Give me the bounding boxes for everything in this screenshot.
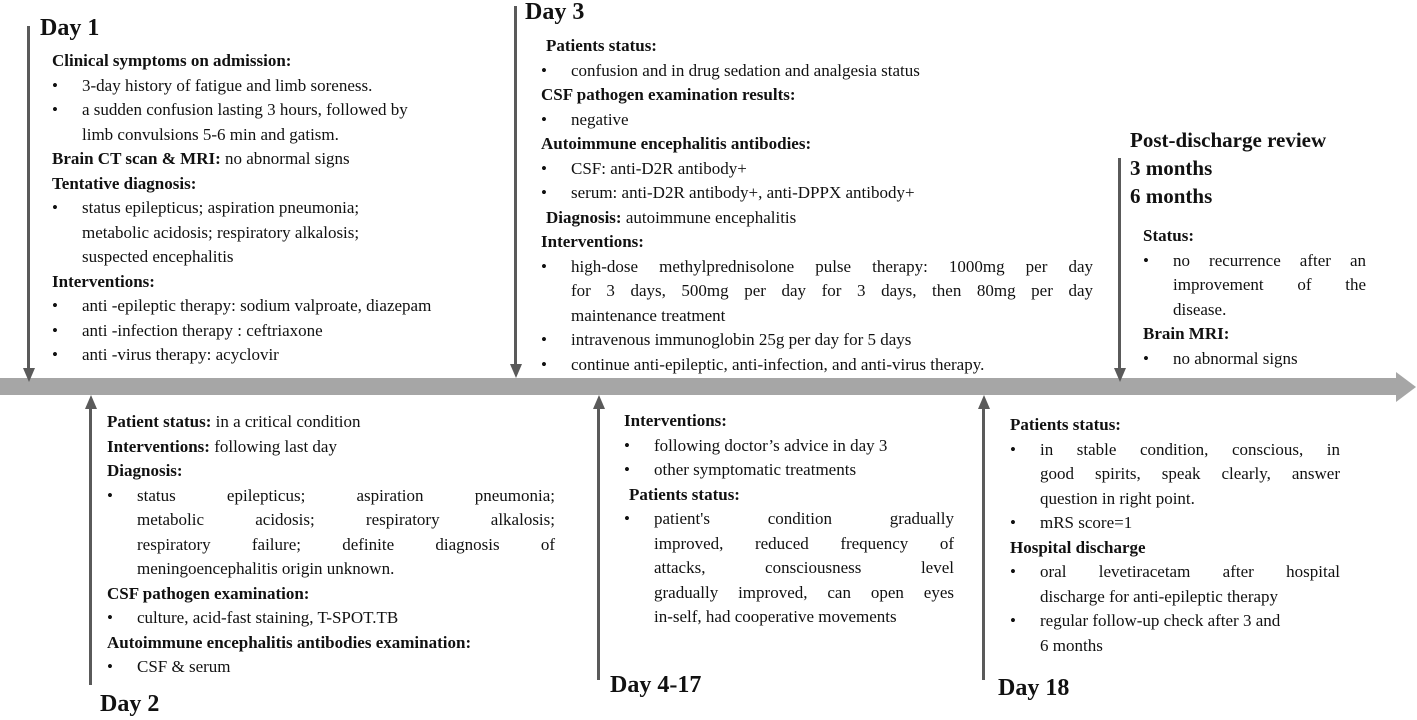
day1-ct-label: Brain CT scan & MRI:	[52, 149, 221, 168]
bullet: •	[541, 330, 547, 349]
day18-status-a: in stable condition, conscious, in	[1040, 439, 1340, 459]
day2-diagnosis-a: status epilepticus; aspiration pneumonia;	[137, 485, 555, 505]
day1-box	[52, 49, 522, 368]
bullet: •	[52, 198, 58, 217]
day3-intervention-1b: for 3 days, 500mg per day for 3 days, then 80mg per day	[571, 281, 1093, 300]
bullet: •	[541, 354, 547, 374]
post-status-a: no recurrence after an	[1173, 250, 1366, 270]
day18-label: Day 18	[998, 675, 1070, 701]
bullet: •	[107, 657, 113, 676]
list-item	[541, 157, 1093, 182]
day18-mrs: mRS score=1	[1040, 513, 1133, 532]
day3-auto-item-1: CSF: anti-D2R antibody+	[571, 158, 747, 178]
list-item	[1010, 438, 1340, 463]
list-item	[1010, 511, 1340, 536]
bullet: •	[541, 158, 547, 178]
bullet: •	[52, 296, 58, 315]
day1-tentative-heading: Tentative diagnosis:	[52, 173, 197, 193]
bullet: •	[52, 320, 58, 340]
post-title: Post-discharge review	[1130, 128, 1327, 152]
bullet: •	[52, 345, 58, 364]
day4-17-status-d: gradually improved, can open eyes	[654, 582, 954, 602]
post-6-months: 6 months	[1130, 184, 1213, 208]
day4-17-status-a: patient's condition gradually	[654, 509, 954, 528]
post-mri-item: no abnormal signs	[1173, 348, 1298, 368]
day1-intervention-3: anti -virus therapy: acyclovir	[82, 345, 279, 364]
day4-17-status-c: attacks, consciousness level	[654, 558, 954, 577]
day18-status-c: question in right point.	[1040, 488, 1195, 508]
list-item	[541, 108, 1093, 133]
day2-diagnosis-b: metabolic acidosis; respiratory alkalosis;	[137, 510, 555, 529]
day3-intervention-2: intravenous immunoglobin 25g per day for 5 days	[571, 330, 912, 349]
list-item	[107, 484, 555, 509]
day2-diagnosis-d: meningoencephalitis origin unknown.	[137, 559, 395, 578]
day1-tentative-b: metabolic acidosis; respiratory alkalosis;	[82, 222, 360, 242]
day2-csf-item: culture, acid-fast staining, T-SPOT.TB	[137, 608, 399, 627]
day3-intervention-1a: high-dose methylprednisolone pulse therapy: 1000mg per day	[571, 256, 1093, 276]
day3-auto-heading: Autoimmune encephalitis antibodies:	[541, 134, 812, 153]
list-item	[541, 328, 1093, 353]
day2-box	[107, 410, 555, 680]
list-item	[52, 343, 522, 368]
day2-status-line	[107, 410, 555, 435]
day3-status-item: confusion and in drug sedation and analgesia status	[571, 60, 920, 80]
day4-17-label: Day 4-17	[610, 672, 702, 698]
day1-symptom-2a: a sudden confusion lasting 3 hours, followed by	[82, 100, 408, 119]
day2-auto-heading: Autoimmune encephalitis antibodies examination:	[107, 632, 472, 652]
day2-status-label: Patient status:	[107, 412, 212, 431]
day3-auto-item-2: serum: anti-D2R antibody+, anti-DPPX antibody+	[571, 183, 915, 202]
day4-17-status-heading: Patients status:	[629, 484, 740, 504]
day2-arrow-line	[89, 405, 92, 685]
post-status-box	[1143, 224, 1366, 371]
list-item	[1010, 609, 1340, 634]
day4-17-interventions-heading: Interventions:	[624, 411, 727, 430]
day1-tentative-c: suspected encephalitis	[82, 247, 234, 266]
post-3-months: 3 months	[1130, 156, 1213, 180]
day18-discharge-1b: discharge for anti-epileptic therapy	[1040, 586, 1279, 606]
bullet: •	[52, 75, 58, 95]
day2-status-value: in a critical condition	[211, 412, 361, 431]
day1-ct-line	[52, 147, 522, 172]
list-item	[52, 98, 522, 123]
day1-ct-value: no abnormal signs	[220, 149, 350, 168]
post-status-b: improvement of the	[1173, 275, 1366, 294]
day2-diagnosis-heading: Diagnosis:	[107, 461, 183, 480]
day18-arrow-line	[982, 405, 985, 680]
list-item	[541, 255, 1093, 280]
day4-17-intervention-2: other symptomatic treatments	[654, 460, 857, 479]
list-item	[541, 353, 1093, 378]
list-item	[624, 434, 954, 459]
post-arrowhead	[1114, 368, 1126, 382]
day3-csf-heading: CSF pathogen examination results:	[541, 85, 796, 104]
day18-box	[1010, 413, 1340, 658]
list-item	[52, 294, 522, 319]
list-item	[541, 181, 1093, 206]
day1-arrowhead	[23, 368, 35, 382]
bullet: •	[107, 608, 113, 627]
post-status-c: disease.	[1173, 299, 1227, 319]
day3-csf-item: negative	[571, 109, 629, 129]
day18-status-b: good spirits, speak clearly, answer	[1040, 464, 1340, 483]
day18-discharge-heading: Hospital discharge	[1010, 537, 1146, 557]
day1-tentative-a: status epilepticus; aspiration pneumonia;	[82, 198, 360, 217]
day2-label: Day 2	[100, 691, 160, 717]
day2-interventions-line	[107, 435, 555, 460]
bullet: •	[1143, 348, 1149, 368]
post-mri-heading: Brain MRI:	[1143, 324, 1230, 343]
day3-intervention-1c: maintenance treatment	[571, 305, 726, 325]
list-item	[541, 59, 1093, 84]
day4-17-status-b: improved, reduced frequency of	[654, 533, 954, 553]
day3-label: Day 3	[525, 0, 585, 25]
bullet: •	[1010, 439, 1016, 459]
day18-discharge-2b: 6 months	[1040, 635, 1103, 655]
list-item	[624, 507, 954, 532]
list-item	[107, 655, 555, 680]
day1-arrow-line	[27, 26, 30, 372]
day18-status-heading: Patients status:	[1010, 415, 1121, 434]
bullet: •	[1010, 611, 1016, 630]
day1-symptom-2b: limb convulsions 5-6 min and gatism.	[82, 124, 339, 144]
bullet: •	[541, 256, 547, 276]
bullet: •	[624, 460, 630, 479]
day1-intervention-2: anti -infection therapy : ceftriaxone	[82, 320, 323, 340]
day4-17-box	[624, 409, 954, 630]
list-item	[624, 458, 954, 483]
day3-box	[541, 34, 1093, 377]
bullet: •	[541, 183, 547, 202]
day3-diagnosis-value: autoimmune encephalitis	[621, 207, 797, 227]
timeline-arrowhead	[1396, 372, 1416, 402]
post-status-heading: Status:	[1143, 226, 1195, 245]
post-arrow-line	[1118, 158, 1121, 368]
list-item	[52, 196, 522, 221]
day18-discharge-2a: regular follow-up check after 3 and	[1040, 611, 1281, 630]
day1-symptom-1: 3-day history of fatigue and limb soreness.	[82, 75, 373, 95]
bullet: •	[624, 509, 630, 528]
bullet: •	[541, 109, 547, 129]
bullet: •	[1143, 250, 1149, 270]
day2-diagnosis-c: respiratory failure; definite diagnosis of	[137, 534, 555, 554]
day2-interventions-value: following last day	[209, 436, 337, 456]
bullet: •	[107, 485, 113, 505]
day2-auto-item: CSF & serum	[137, 657, 231, 676]
day3-diagnosis-line	[541, 206, 1093, 231]
day4-17-status-e: in-self, had cooperative movements	[654, 607, 897, 626]
bullet: •	[1010, 562, 1016, 581]
list-item	[1143, 347, 1366, 372]
day2-csf-heading: CSF pathogen examination:	[107, 583, 310, 603]
day18-discharge-1a: oral levetiracetam after hospital	[1040, 562, 1340, 581]
post-discharge-box	[1130, 126, 1400, 210]
day3-interventions-heading: Interventions:	[541, 232, 644, 251]
list-item	[107, 606, 555, 631]
bullet: •	[1010, 513, 1016, 532]
day1-interventions-heading: Interventions:	[52, 271, 155, 291]
bullet: •	[624, 435, 630, 455]
day3-status-heading: Patients status:	[546, 36, 657, 55]
day3-diagnosis-label: Diagnosis:	[546, 207, 622, 227]
list-item	[1143, 249, 1366, 274]
day1-label: Day 1	[40, 15, 100, 41]
timeline-axis	[0, 378, 1400, 395]
list-item	[52, 319, 522, 344]
day4-17-arrow-line	[597, 405, 600, 680]
day4-17-intervention-1: following doctor’s advice in day 3	[654, 435, 888, 455]
day3-intervention-3: continue anti-epileptic, anti-infection, and anti-virus therapy.	[571, 354, 985, 374]
day1-symptoms-heading: Clinical symptoms on admission:	[52, 51, 292, 70]
bullet: •	[541, 60, 547, 80]
list-item	[1010, 560, 1340, 585]
bullet: •	[52, 100, 58, 119]
list-item	[52, 74, 522, 99]
day2-interventions-label: Interventions:	[107, 436, 210, 456]
day1-intervention-1: anti -epileptic therapy: sodium valproate, diazepam	[82, 296, 432, 315]
